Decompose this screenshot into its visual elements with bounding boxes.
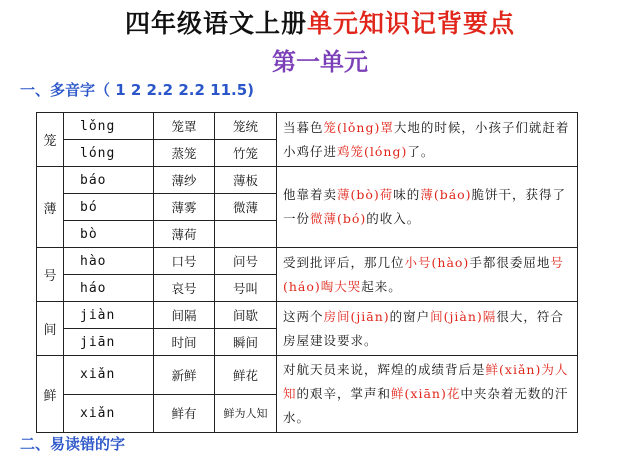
- word-cell: 微薄: [215, 194, 277, 221]
- example-sentence: [277, 356, 578, 433]
- word-cell: 间歇: [215, 302, 277, 329]
- word-cell: [215, 221, 277, 248]
- highlighted-word: 小号(hào): [404, 254, 470, 270]
- sentence-text: 这两个: [283, 308, 324, 324]
- sentence-text: 中夹杂着无数的汗水。: [283, 386, 569, 425]
- word-cell: 时间: [154, 329, 215, 356]
- word-cell: 鲜花: [215, 356, 277, 395]
- word-cell: 口号: [154, 248, 215, 275]
- title-black: 四年级语文上册: [124, 9, 307, 38]
- highlighted-word: 间(jiàn)隔: [430, 308, 497, 324]
- pinyin-cell: bò: [64, 221, 154, 248]
- word-cell: 薄纱: [154, 167, 215, 194]
- table-row: [37, 302, 578, 329]
- section-heading-misread: 二、易读错的字: [20, 435, 126, 453]
- sentence-text: 当暮色: [283, 119, 324, 135]
- polyphonic-table: [36, 112, 578, 433]
- pinyin-cell: jiān: [64, 329, 154, 356]
- sentence-text: 对航天员来说，辉煌的成绩背后是: [283, 362, 486, 377]
- pinyin-cell: lǒng: [64, 113, 154, 140]
- highlighted-word: 鲜(xiān)花: [391, 386, 461, 401]
- highlighted-word: 鸡笼(lóng): [337, 143, 408, 159]
- highlighted-word: 房间(jiān): [323, 308, 390, 324]
- sentence-text: 大地的时候，小孩子们就赶着小鸡仔进: [283, 119, 570, 159]
- unit-subtitle: 第一单元: [272, 48, 368, 76]
- sentence-text: 手都很委屈地: [469, 254, 551, 270]
- pinyin-cell: háo: [64, 275, 154, 302]
- polyphonic-char: 间: [37, 302, 64, 356]
- highlighted-word: 号(háo)啕大哭: [283, 254, 564, 294]
- polyphonic-char: 薄: [37, 167, 64, 248]
- word-cell: 问号: [215, 248, 277, 275]
- sentence-text: 味的: [393, 187, 421, 202]
- page-title: [0, 4, 640, 40]
- table-row: [37, 356, 578, 395]
- sentence-text: 脆饼干，获得了一份: [283, 187, 567, 226]
- highlighted-word: 薄(báo): [420, 187, 472, 202]
- table-row: [37, 113, 578, 140]
- table-row: [37, 248, 578, 275]
- sentence-text: 了。: [407, 143, 435, 159]
- polyphonic-char: 号: [37, 248, 64, 302]
- sentence-text: 受到批评后，那几位: [283, 254, 405, 270]
- word-cell: 笼罩: [154, 113, 215, 140]
- example-sentence: [277, 248, 578, 302]
- sentence-text: 的窗户: [389, 308, 431, 324]
- sentence-text: 起来。: [361, 278, 402, 294]
- sentence-text: 的艰辛，掌声和: [296, 386, 392, 401]
- pinyin-cell: jiàn: [64, 302, 154, 329]
- sentence-text: 很大，符合房屋建设要求。: [283, 308, 564, 348]
- highlighted-word: 笼(lǒng)罩: [323, 119, 394, 135]
- word-cell: 新鲜: [154, 356, 215, 395]
- pinyin-cell: hào: [64, 248, 154, 275]
- word-cell: 间隔: [154, 302, 215, 329]
- sentence-text: 的收入。: [366, 211, 421, 226]
- word-cell: 笼统: [215, 113, 277, 140]
- table-body: [37, 113, 578, 433]
- highlighted-word: 薄(bò)荷: [337, 187, 394, 202]
- pinyin-cell: xiǎn: [64, 356, 154, 395]
- table-row: [37, 167, 578, 194]
- example-sentence: [277, 113, 578, 167]
- word-cell: 哀号: [154, 275, 215, 302]
- pinyin-cell: bó: [64, 194, 154, 221]
- polyphonic-char: 笼: [37, 113, 64, 167]
- sentence-text: 他靠着卖: [283, 187, 338, 202]
- example-sentence: [277, 302, 578, 356]
- word-cell: 竹笼: [215, 140, 277, 167]
- pinyin-cell: lóng: [64, 140, 154, 167]
- highlighted-word: 鲜(xiǎn)为人知: [283, 362, 569, 401]
- word-cell: 鲜有: [154, 394, 215, 433]
- word-cell: 号叫: [215, 275, 277, 302]
- title-red: 单元知识记背要点: [307, 9, 516, 38]
- highlighted-word: 微薄(bó): [310, 211, 367, 226]
- polyphonic-char: 鲜: [37, 356, 64, 433]
- example-sentence: [277, 167, 578, 248]
- pinyin-cell: báo: [64, 167, 154, 194]
- pinyin-cell: xiǎn: [64, 394, 154, 433]
- word-cell: 鲜为人知: [215, 394, 277, 433]
- word-cell: 薄板: [215, 167, 277, 194]
- section-heading-polyphonic: 一、多音字（ 1 2 2.2 2.2 11.5): [20, 81, 254, 99]
- word-cell: 薄雾: [154, 194, 215, 221]
- word-cell: 蒸笼: [154, 140, 215, 167]
- word-cell: 薄荷: [154, 221, 215, 248]
- word-cell: 瞬间: [215, 329, 277, 356]
